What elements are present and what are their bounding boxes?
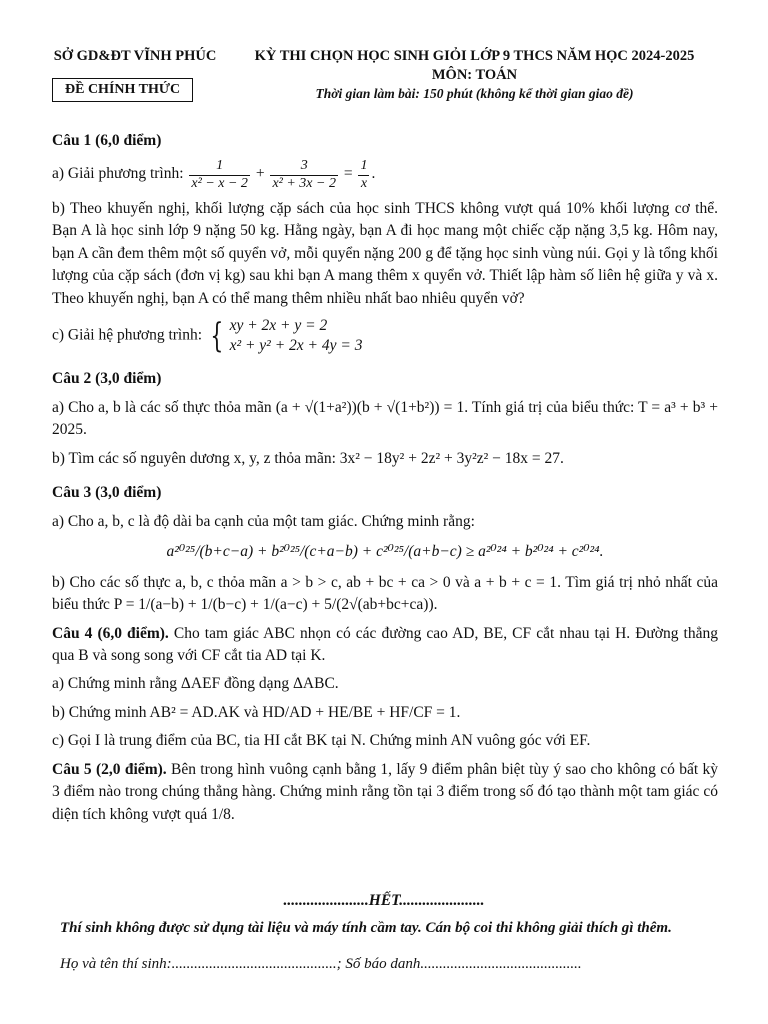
subject: MÔN: TOÁN [431,67,518,84]
exam-note: Thí sinh không được sử dụng tài liệu và máy tính cầm tay. Cán bộ coi thi không giải thích gì thêm. [60,920,672,936]
department-name: SỞ GD&ĐT VĨNH PHÚC [53,48,217,64]
q3-a: a) Cho a, b, c là độ dài ba cạnh của một tam giác. Chứng minh rằng: [52,512,475,530]
exam-body [52,118,718,832]
exam-header [222,46,727,104]
q4-intro: Cho tam giác ABC nhọn có các đường cao AD, BE, CF cắt nhau tại H. Đường thẳng qua B và song song với CF cắt tia AD tại K. [52,624,718,664]
q1-c-eq1: xy + 2x + y = 2 [229,317,328,334]
q4-c: c) Gọi I là trung điểm của BC, tia HI cắt BK tại N. Chứng minh AN vuông góc với EF. [52,732,591,750]
q1-a-frac2: $\frac{3}{\text{x² + 3x − 2}}$ [272,158,336,191]
q1-a: a) Giải phương trình: $\frac{1}{\text{x² − x − 2}}$ + $\frac{3}{\text{x² + 3x − 2}}$ = $\frac{1}{x}$ . [52,158,376,191]
q1-c-prefix: c) Giải hệ phương trình: [52,326,203,344]
q3-b: b) Cho các số thực a, b, c thỏa mãn a > b > c, ab + bc + ca > 0 và a + b + c = 1. Tìm giá trị nhỏ nhất của biểu thức P = 1/(a−b) + 1/(b−c) + 1/(a−c) + 5/(2√(ab+bc+ca)). [52,573,718,614]
end-marker: ......................HẾT...................... [283,892,485,909]
q1-b: b) Theo khuyến nghị, khối lượng cặp sách của học sinh THCS không vượt quá 10% khối lượng cơ thể. Bạn A là học sinh lớp 9 nặng 50 kg. Hằng ngày, bạn A đi học mang một chiếc cặp nặng 3,5 kg. Hôm nay, bạn A cần đem thêm một số quyển vở, mỗi quyển nặng 200 g để tặng học sinh vùng núi. Gọi y là tổng khối lượng của cặp sách (đơn vị kg) sau khi bạn A mang thêm x quyển vở. Thiết lập hàm số liên hệ giữa y và x. Theo khuyến nghị, bạn A có thể mang thêm nhiều nhất bao nhiêu quyển vở? [52,199,718,307]
q1-c-system: { xy + 2x + y = 2 x² + y² + 2x + 4y = 3 [210,316,363,357]
q5-text: Bên trong hình vuông cạnh bằng 1, lấy 9 điểm phân biệt tùy ý sao cho không có bất kỳ 3 điểm nào trong chúng thẳng hàng. Chứng minh rằng tồn tại 3 điểm trong số đó tạo thành một tam giác có diện tích không vượt quá 1/8. [52,760,718,823]
q4-intro-line [52,623,718,668]
q1-a-frac1: $\frac{1}{\text{x² − x − 2}}$ [191,158,248,191]
q4-title: Câu 4 (6,0 điểm). [52,624,169,642]
q5 [52,759,718,826]
q1-a-frac3: $\frac{1}{x}$ [360,158,368,191]
q2-b: b) Tìm các số nguyên dương x, y, z thỏa mãn: 3x² − 18y² + 2z² + 3y²z² − 18x = 27. [52,449,564,467]
q2-a: a) Cho a, b là các số thực thỏa mãn (a + √(1+a²))(b + √(1+b²)) = 1. Tính giá trị của biểu thức: T = a³ + b³ + 2025. [52,398,718,439]
official-label: ĐỀ CHÍNH THỨC [52,78,193,102]
q3-a-inequality: a²⁰²⁵/(b+c−a) + b²⁰²⁵/(c+a−b) + c²⁰²⁵/(a+b−c) ≥ a²⁰²⁴ + b²⁰²⁴ + c²⁰²⁴. [166,543,604,561]
exam-title: KỲ THI CHỌN HỌC SINH GIỎI LỚP 9 THCS NĂM HỌC 2024-2025 [254,48,695,64]
q1-title: Câu 1 (6,0 điểm) [52,132,162,149]
time-limit: Thời gian làm bài: 150 phút (không kể thời gian giao đề) [315,86,634,102]
q1-c [52,316,718,356]
q1-c-eq2: x² + y² + 2x + 4y = 3 [229,337,363,355]
q4-a: a) Chứng minh rằng ΔAEF đồng dạng ΔABC. [52,675,339,693]
q1-a-prefix: a) Giải phương trình: [52,165,184,183]
q2-title: Câu 2 (3,0 điểm) [52,370,162,388]
q5-title: Câu 5 (2,0 điểm). [52,760,167,778]
q3-title: Câu 3 (3,0 điểm) [52,484,162,502]
candidate-info-line: Họ và tên thí sinh:............................................; Số báo danh........................................... [60,956,582,972]
q4-b: b) Chứng minh AB² = AD.AK và HD/AD + HE/BE + HF/CF = 1. [52,703,461,721]
